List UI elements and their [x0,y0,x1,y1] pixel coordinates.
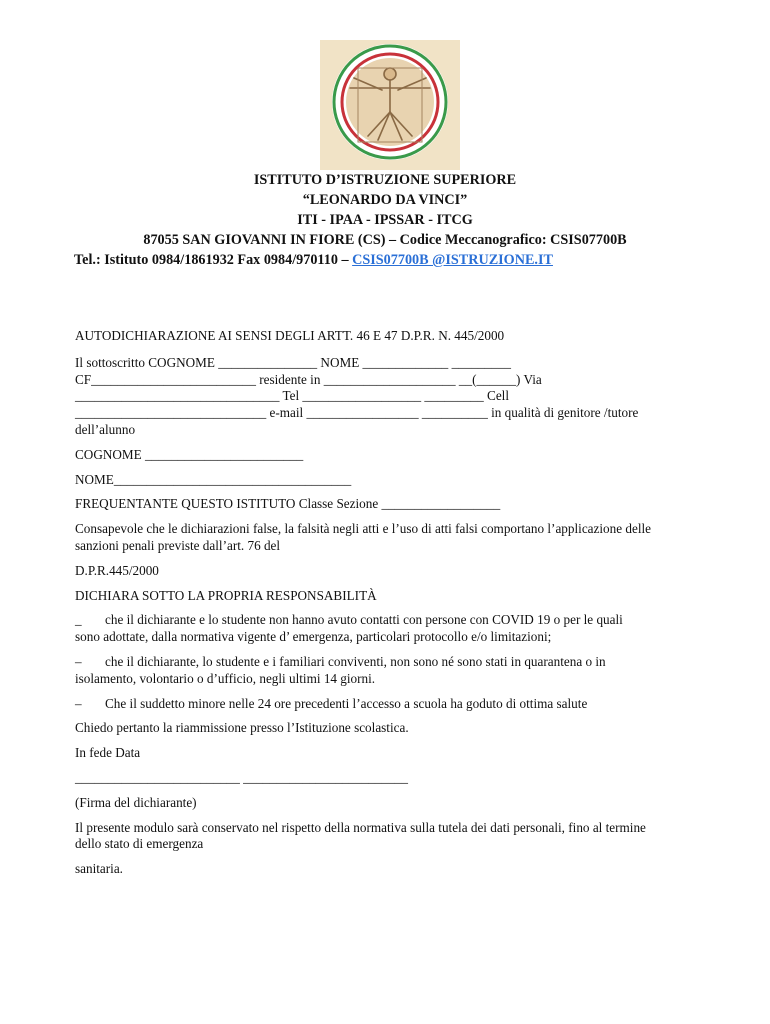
class-line: FREQUENTANTE QUESTO ISTITUTO Classe Sezione __________________ [75,496,501,512]
dpr-reference: D.P.R.445/2000 [75,562,159,578]
awareness-text-2: sanzioni penali previste dall’art. 76 del [75,537,281,553]
declaration-item-1-cont: sono adottate, dalla normativa vigente d’ emergenza, particolari protocollo e/o limitazioni; [75,629,552,645]
header-address: 87055 SAN GIOVANNI IN FIORE (CS) – Codice Meccanografico: CSIS07700B [143,232,627,248]
student-surname-line: COGNOME ________________________ [75,446,304,462]
awareness-text-1: Consapevole che le dichiarazioni false, la falsità negli atti e l’uso di atti falsi comportano l’applicazione delle [75,521,652,537]
readmission-request: Chiedo pertanto la riammissione presso l’Istituzione scolastica. [75,720,409,736]
declaration-item-3 [75,696,705,713]
student-label: dell’alunno [75,421,136,437]
form-body [75,328,705,878]
date-label: In fede Data [75,745,141,761]
declaration-item-2 [75,654,705,671]
declarant-phone-line: _______________________________ Tel __________________ _________ Cell [75,388,510,404]
declaration-item-1 [75,612,705,629]
email-link[interactable]: CSIS07700B @ISTRUZIONE.IT [352,252,553,268]
signature-line: _________________________ _________________________ [75,769,408,785]
declaration-item-2-text: che il dichiarante, lo studente e i familiari conviventi, non sono né sono stati in quarantena o in [105,653,606,669]
school-header [60,170,710,270]
declaration-item-3-text: Che il suddetto minore nelle 24 ore precedenti l’accesso a scuola ha goduto di ottima salute [105,695,588,711]
school-logo [320,40,460,170]
header-contacts [60,250,710,270]
privacy-note-3: sanitaria. [75,861,123,877]
privacy-note-1: Il presente modulo sarà conservato nel rispetto della normativa sulla tutela dei dati personali, fino al termine [75,819,646,835]
declarant-surname-line: Il sottoscritto COGNOME _______________ NOME _____________ _________ [75,354,511,370]
declaration-item-2-cont: isolamento, volontario o d’ufficio, negli ultimi 14 giorni. [75,670,376,686]
declaration-item-1-text: che il dichiarante e lo studente non hanno avuto contatti con persone con COVID 19 o per le quali [105,612,623,628]
declarant-cf-line: CF_________________________ residente in ____________________ __(______) Via [75,371,542,387]
header-phone-fax: Tel.: Istituto 0984/1861932 Fax 0984/970110 – [74,252,353,268]
signature-caption: (Firma del dichiarante) [75,794,197,810]
bullet-mark: _ [75,612,82,628]
bullet-mark: – [75,695,82,711]
bullet-mark: – [75,653,82,669]
declaration-heading: DICHIARA SOTTO LA PROPRIA RESPONSABILITÀ [75,587,377,603]
header-institute-type: ISTITUTO D’ISTRUZIONE SUPERIORE [253,172,517,188]
header-institute-name: “LEONARDO DA VINCI” [302,192,468,208]
student-name-line: NOME____________________________________ [75,471,352,487]
form-title: AUTODICHIARAZIONE AI SENSI DEGLI ARTT. 46 E 47 D.P.R. N. 445/2000 [75,328,505,343]
header-school-codes: ITI - IPAA - IPSSAR - ITCG [297,212,473,228]
declarant-email-line: _____________________________ e-mail _________________ __________ in qualità di genitore /tutore [75,405,639,421]
privacy-note-2: dello stato di emergenza [75,836,204,852]
